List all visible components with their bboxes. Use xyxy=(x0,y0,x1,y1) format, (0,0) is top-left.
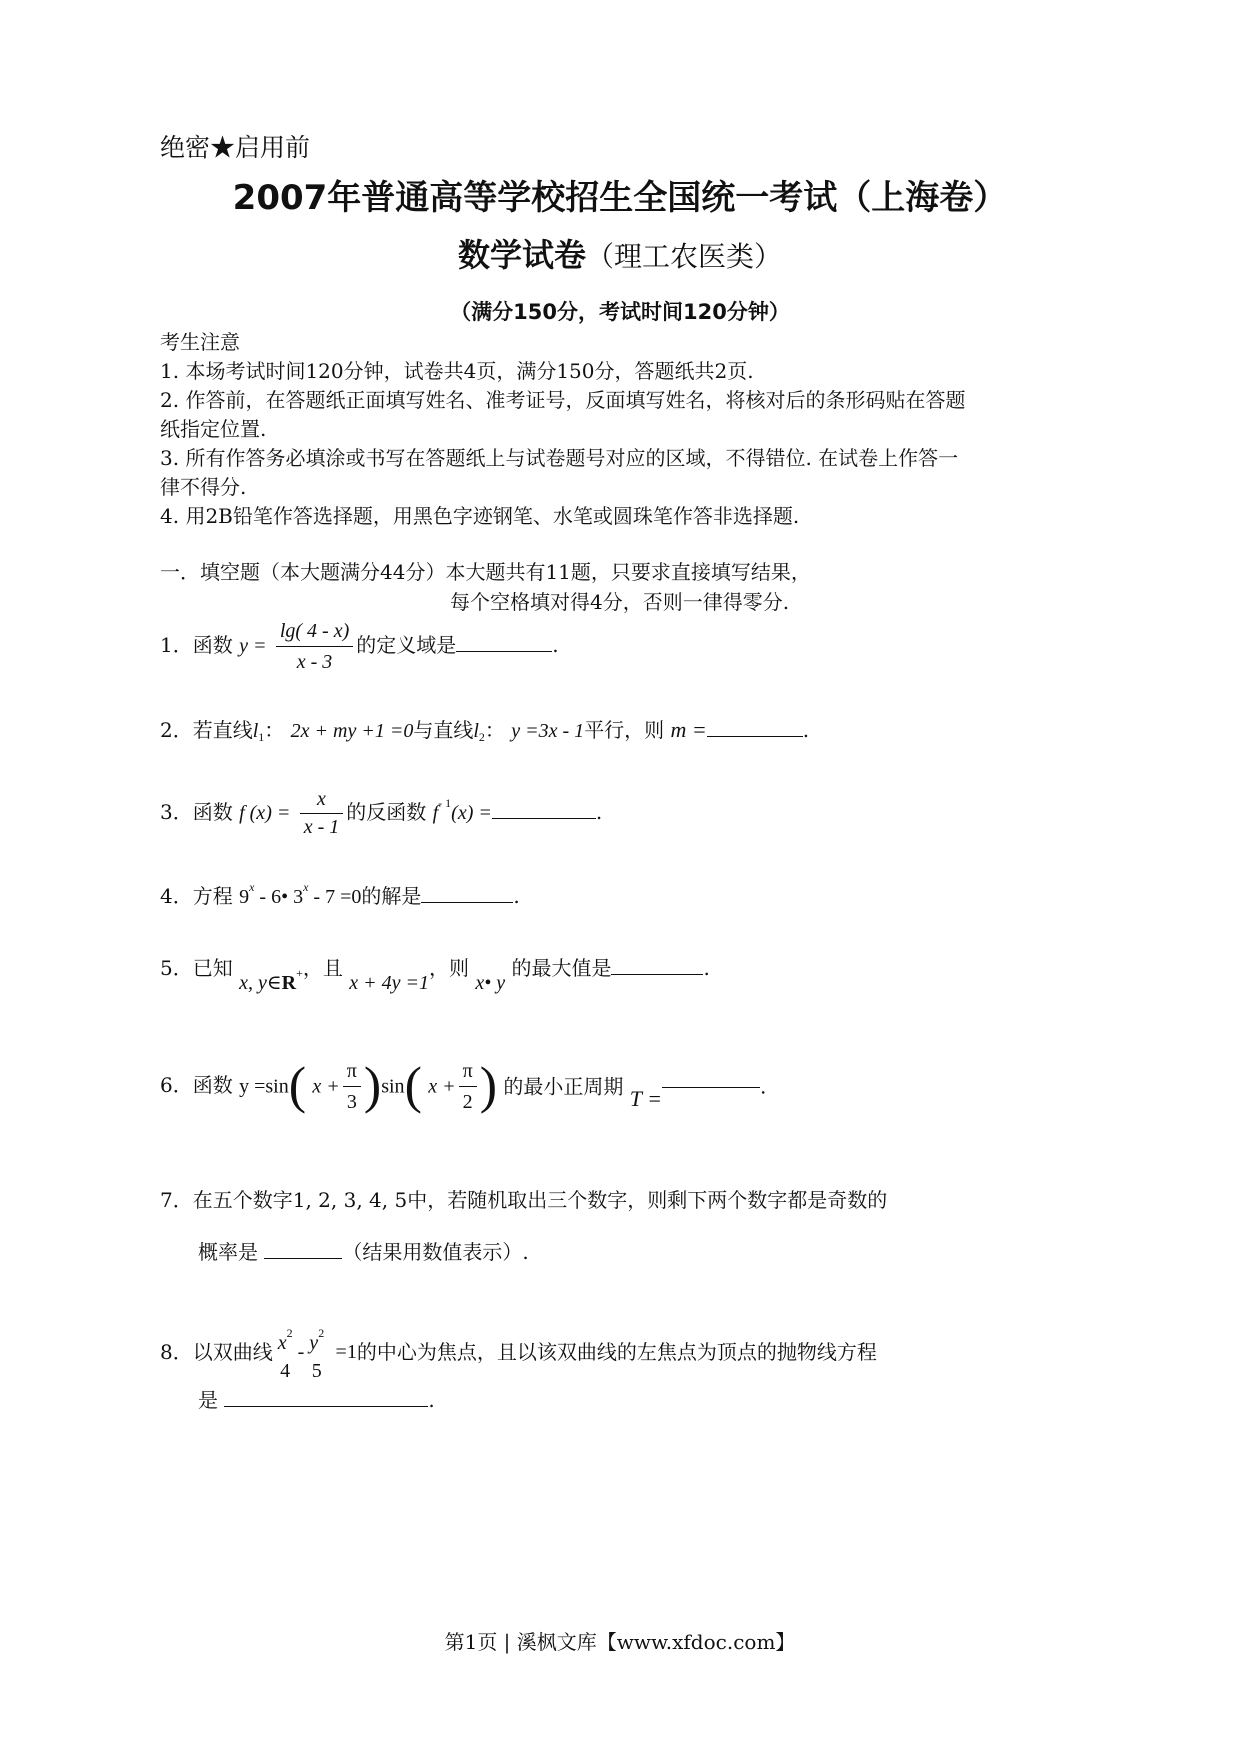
q7-line2-post: （结果用数值表示）. xyxy=(342,1240,529,1264)
q6-sin2: sin xyxy=(381,1075,405,1098)
q8-frac-x xyxy=(274,1320,297,1384)
q6-den-2: 2 xyxy=(462,1091,473,1113)
q1-post: 的定义域是 xyxy=(356,633,457,657)
q6-number: 6． xyxy=(160,1073,193,1097)
q5-sep1: ，且 xyxy=(302,956,343,980)
note-2-cont: 纸指定位置. xyxy=(160,417,267,441)
q7-number: 7． xyxy=(160,1188,193,1212)
q5-number: 5． xyxy=(160,956,193,980)
q6-rparen-2: ) xyxy=(479,1057,498,1115)
question-4 xyxy=(160,880,520,909)
q1-number: 1． xyxy=(160,633,193,657)
q4-pre: 方程 xyxy=(192,884,233,908)
exam-subtitle xyxy=(0,230,1240,276)
q5-pre: 已知 xyxy=(192,956,233,980)
note-1: 1. 本场考试时间120分钟，试卷共4页，满分150分，答题纸共2页. xyxy=(160,359,754,383)
q2-pre: 若直线 xyxy=(192,718,253,742)
q8-x-num xyxy=(274,1320,297,1356)
q6-post: 的最小正周期 xyxy=(503,1074,624,1099)
q2-eq2: y =3x - 1 xyxy=(511,720,585,742)
q8-y-sup: 2 xyxy=(318,1326,325,1340)
q5-cond1 xyxy=(239,966,303,994)
question-8-line2 xyxy=(198,1384,435,1413)
q6-var: T = xyxy=(629,1086,662,1111)
q3-answer-blank[interactable] xyxy=(492,817,596,819)
q5-cond1-R: R xyxy=(281,972,297,994)
q3-inv-rhs: (x) = xyxy=(451,802,492,824)
q4-post: 的解是 xyxy=(361,884,422,908)
q6-answer-blank[interactable] xyxy=(662,1086,760,1088)
question-7-line2 xyxy=(198,1236,529,1265)
q6-lparen-1: ( xyxy=(288,1057,307,1115)
score-info: （满分150分，考试时间120分钟） xyxy=(450,300,790,324)
section1-line1: 一．填空题（本大题满分44分）本大题共有11题，只要求直接填写结果， xyxy=(160,560,811,584)
q6-lparen-2: ( xyxy=(404,1057,422,1115)
q3-pre: 函数 xyxy=(192,800,233,824)
q7-answer-blank[interactable] xyxy=(264,1257,342,1259)
q8-frac-y xyxy=(305,1320,328,1384)
q1-denominator: x - 3 xyxy=(296,651,333,673)
q8-rhs: =1 xyxy=(335,1341,357,1363)
q6-x2: x + xyxy=(428,1075,456,1098)
q8-answer-blank[interactable] xyxy=(224,1405,428,1407)
q6-end: . xyxy=(759,1074,767,1099)
q6-pi-1: π xyxy=(343,1058,361,1087)
q8-x-sup: 2 xyxy=(286,1326,293,1340)
question-7 xyxy=(160,1184,887,1213)
q1-pre: 函数 xyxy=(192,633,233,657)
q5-expr: x• y xyxy=(475,972,506,994)
question-8 xyxy=(160,1320,877,1384)
q8-post: 的中心为焦点，且以该双曲线的左焦点为顶点的抛物线方程 xyxy=(356,1340,877,1364)
q8-y-num xyxy=(305,1320,328,1356)
q3-end: . xyxy=(595,800,603,824)
q6-frac-1 xyxy=(343,1058,361,1115)
note-3-cont: 律不得分. xyxy=(160,475,247,499)
q2-colon2: ： xyxy=(484,718,505,742)
q2-var: m = xyxy=(670,717,707,742)
q5-cond1-text: x, y∈ xyxy=(239,972,282,994)
q8-end: . xyxy=(428,1388,435,1412)
q2-answer-blank[interactable] xyxy=(707,735,803,737)
q4-mid1: - 6• 3 xyxy=(254,886,304,908)
q8-number: 8． xyxy=(160,1340,193,1364)
q4-mid2: - 7 =0 xyxy=(308,886,362,908)
q2-post: 平行，则 xyxy=(584,718,665,742)
q1-lhs: y = xyxy=(239,635,267,657)
q4-number: 4． xyxy=(160,884,193,908)
section1-line2: 每个空格填对得4分，否则一律得零分. xyxy=(450,590,790,614)
q2-colon1: ： xyxy=(264,718,285,742)
q1-end: . xyxy=(552,633,559,657)
q3-lhs: f (x) = xyxy=(239,802,291,824)
q8-x: x xyxy=(277,1332,287,1354)
q5-cond1-sup: + xyxy=(296,966,303,980)
q1-answer-blank[interactable] xyxy=(456,650,552,652)
q6-x1: x + xyxy=(312,1075,340,1098)
note-2: 2. 作答前，在答题纸正面填写姓名、准考证号，反面填写姓名，将核对后的条形码贴在答题 xyxy=(160,388,966,412)
q2-l2-sub: 2 xyxy=(478,730,485,744)
q2-end: . xyxy=(802,718,810,742)
q8-y-den: 5 xyxy=(311,1360,322,1382)
q2-l1: l xyxy=(252,720,259,742)
q8-y: y xyxy=(309,1332,319,1354)
q6-lhs: y =sin xyxy=(239,1075,289,1098)
q8-minus: - xyxy=(297,1341,305,1363)
q2-l1-sub: 1 xyxy=(258,730,265,744)
q2-mid: 与直线 xyxy=(413,718,474,742)
notes-heading: 考生注意 xyxy=(160,330,240,354)
question-2 xyxy=(160,714,809,745)
subtitle-main: 数学试卷 xyxy=(457,236,586,274)
exam-title: 2007年普通高等学校招生全国统一考试（上海卷） xyxy=(232,178,1008,218)
note-4: 4. 用2B铅笔作答选择题，用黑色字迹钢笔、水笔或圆珠笔作答非选择题. xyxy=(160,504,800,528)
q3-inv-f: f xyxy=(432,802,439,824)
note-3: 3. 所有作答务必填涂或书写在答题纸上与试卷题号对应的区域，不得错位. 在试卷上作答一 xyxy=(160,446,959,470)
q1-fraction xyxy=(276,618,353,675)
q3-fraction xyxy=(300,788,344,839)
question-3 xyxy=(160,788,602,839)
q2-eq1: 2x + my +1 =0 xyxy=(290,720,414,742)
q6-frac-2 xyxy=(459,1058,477,1115)
q4-end: . xyxy=(513,884,520,908)
q4-exp1: x xyxy=(249,880,255,894)
q6-pre: 函数 xyxy=(192,1073,233,1097)
q1-numerator: lg( 4 - x) xyxy=(276,618,353,647)
q3-number: 3． xyxy=(160,800,193,824)
question-6 xyxy=(160,1058,766,1115)
confidential-label: 绝密★启用前 xyxy=(160,133,311,162)
q3-mid: 的反函数 xyxy=(346,800,427,824)
question-5 xyxy=(160,952,710,994)
q4-exp2: x xyxy=(303,880,309,894)
q3-inv-sup: - 1 xyxy=(438,796,452,810)
q5-answer-blank[interactable] xyxy=(611,973,703,975)
question-1 xyxy=(160,618,559,675)
q5-post: 的最大值是 xyxy=(511,956,612,980)
subtitle-paren: （理工农医类） xyxy=(586,240,783,273)
q5-cond2: x + 4y =1 xyxy=(349,972,429,994)
q3-denominator: x - 1 xyxy=(303,816,340,838)
q8-pre: 以双曲线 xyxy=(192,1340,273,1364)
q2-number: 2． xyxy=(160,718,193,742)
q8-line2-pre: 是 xyxy=(198,1388,218,1412)
page-footer: 第1页 | 溪枫文库【www.xfdoc.com】 xyxy=(444,1630,796,1654)
q6-pi-2: π xyxy=(459,1058,477,1087)
q7-line1: 在五个数字1, 2, 3, 4, 5中，若随机取出三个数字，则剩下两个数字都是奇数的 xyxy=(192,1188,888,1212)
q5-sep2: ，则 xyxy=(429,956,469,980)
q7-line2-pre: 概率是 xyxy=(198,1240,258,1264)
q8-x-den: 4 xyxy=(280,1360,291,1382)
q4-base1: 9 xyxy=(239,886,250,908)
q6-den-1: 3 xyxy=(346,1091,357,1113)
q4-answer-blank[interactable] xyxy=(421,901,513,903)
q6-rparen-1: ) xyxy=(363,1057,382,1115)
q5-end: . xyxy=(703,956,710,980)
q2-l2: l xyxy=(473,720,479,742)
q3-numerator: x xyxy=(300,788,344,814)
